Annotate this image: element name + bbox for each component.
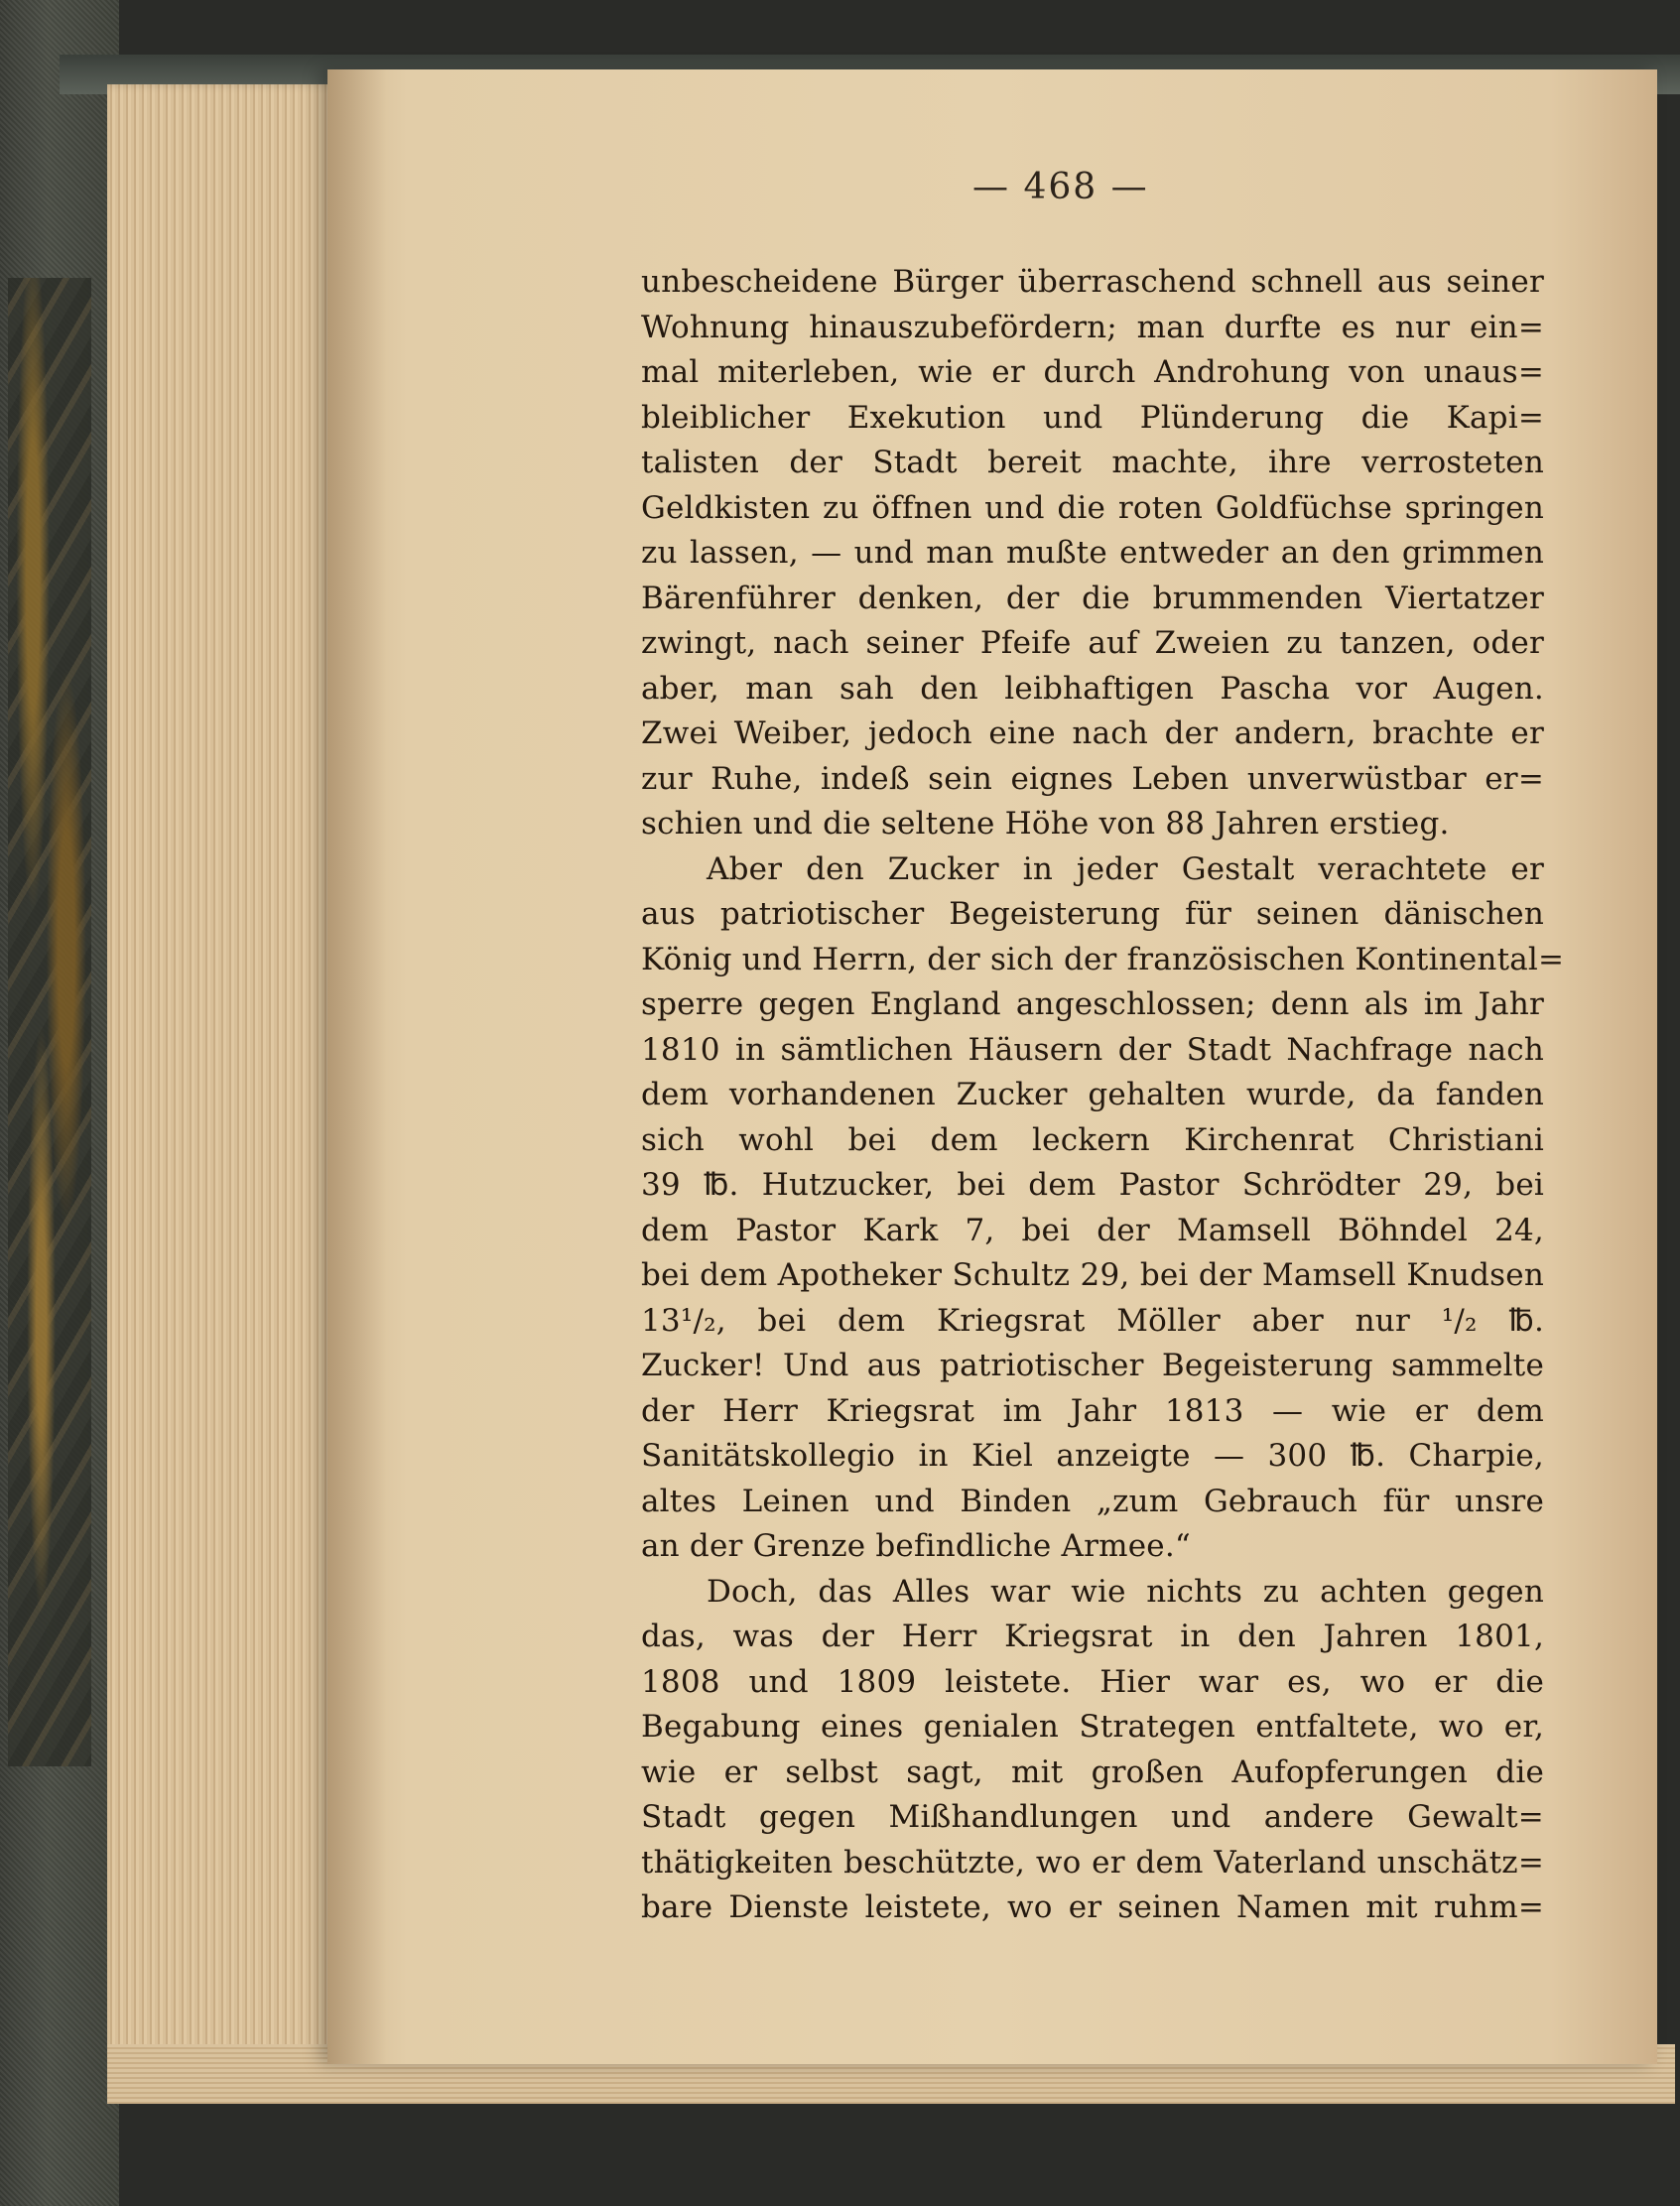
text-line: König und Herrn, der sich der französischen Kontinental= bbox=[641, 941, 1565, 977]
text-line: an der Grenze befindliche Armee.“ bbox=[641, 1528, 1191, 1564]
paragraph-start-line: Doch, das Alles war wie nichts zu achten gegen bbox=[707, 1573, 1544, 1610]
text-line: Zwei Weiber, jedoch eine nach der andern, brachte er bbox=[641, 715, 1544, 751]
text-line: sperre gegen England angeschlossen; denn als im Jahr bbox=[641, 986, 1544, 1022]
text-line: dem vorhandenen Zucker gehalten wurde, da fanden bbox=[641, 1077, 1544, 1112]
text-line: bleiblicher Exekution und Plünderung die Kapi= bbox=[641, 399, 1544, 436]
text-line: aber, man sah den leibhaftigen Pascha vor Augen. bbox=[641, 670, 1544, 707]
text-line: zwingt, nach seiner Pfeife auf Zweien zu tanzen, oder bbox=[641, 625, 1544, 661]
text-line: bare Dienste leistete, wo er seinen Namen mit ruhm= bbox=[641, 1889, 1544, 1925]
text-line: bei dem Apotheker Schultz 29, bei der Mamsell Knudsen bbox=[641, 1257, 1544, 1293]
text-line: der Herr Kriegsrat im Jahr 1813 — wie er dem bbox=[641, 1392, 1544, 1429]
text-line: dem Pastor Kark 7, bei der Mamsell Böhndel 24, bbox=[641, 1212, 1544, 1248]
text-line: 1808 und 1809 leistete. Hier war es, wo er die bbox=[641, 1663, 1544, 1700]
text-line: wie er selbst sagt, mit großen Aufopferungen die bbox=[641, 1753, 1544, 1790]
page-fold-shadow bbox=[327, 69, 387, 2064]
text-line: 13¹/₂, bei dem Kriegsrat Möller aber nur ¹/₂ ℔. bbox=[641, 1302, 1544, 1339]
text-line: 1810 in sämtlichen Häusern der Stadt Nachfrage nach bbox=[641, 1031, 1544, 1068]
text-line: 39 ℔. Hutzucker, bei dem Pastor Schrödter 29, bei bbox=[641, 1167, 1544, 1203]
text-line: unbescheidene Bürger überraschend schnell aus seiner bbox=[641, 264, 1544, 300]
text-line: aus patriotischer Begeisterung für seinen dänischen bbox=[641, 896, 1544, 932]
text-line: Stadt gegen Mißhandlungen und andere Gewalt= bbox=[641, 1799, 1544, 1835]
text-line: thätigkeiten beschützte, wo er dem Vaterland unschätz= bbox=[641, 1844, 1544, 1881]
text-line: Geldkisten zu öffnen und die roten Goldfüchse springen bbox=[641, 489, 1544, 526]
page-stack-edges bbox=[107, 84, 345, 2099]
text-line: zu lassen, — und man mußte entweder an den grimmen bbox=[641, 535, 1544, 571]
text-line: das, was der Herr Kriegsrat in den Jahren 1801, bbox=[641, 1619, 1544, 1654]
marbled-board bbox=[8, 278, 91, 1766]
body-text bbox=[641, 260, 1565, 1931]
text-line: mal miterleben, wie er durch Androhung von unaus= bbox=[641, 354, 1544, 390]
text-line: Bärenführer denken, der die brummenden Viertatzer bbox=[641, 580, 1544, 616]
paragraph-start-line: Aber den Zucker in jeder Gestalt verachtete er bbox=[707, 850, 1544, 887]
text-line: Wohnung hinauszubefördern; man durfte es nur ein= bbox=[641, 309, 1544, 345]
text-line: Sanitätskollegio in Kiel anzeigte — 300 ℔. Charpie, bbox=[641, 1438, 1544, 1474]
text-line: schien und die seltene Höhe von 88 Jahren erstieg. bbox=[641, 806, 1450, 842]
text-line: altes Leinen und Binden „zum Gebrauch für unsre bbox=[641, 1483, 1544, 1519]
text-line: talisten der Stadt bereit machte, ihre verrosteten bbox=[641, 445, 1544, 480]
text-line: Begabung eines genialen Strategen entfaltete, wo er, bbox=[641, 1709, 1544, 1745]
text-line: sich wohl bei dem leckern Kirchenrat Christiani bbox=[641, 1121, 1544, 1158]
page-number: — 468 — bbox=[972, 167, 1149, 207]
text-line: zur Ruhe, indeß sein eignes Leben unverwüstbar er= bbox=[641, 760, 1544, 797]
text-line: Zucker! Und aus patriotischer Begeisterung sammelte bbox=[641, 1348, 1544, 1383]
